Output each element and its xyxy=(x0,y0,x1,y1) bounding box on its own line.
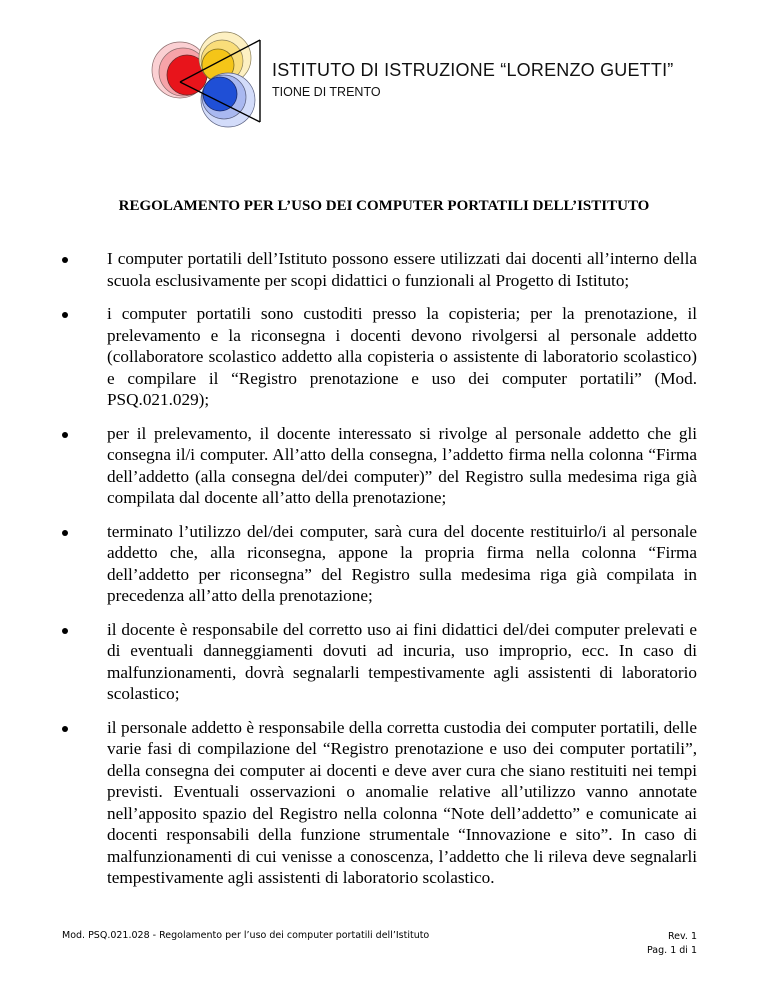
rule-text: i computer portatili sono custoditi presso la copisteria; per la prenotazione, il prelevamento e la riconsegna i docenti devono rivolgersi al personale addetto (collaboratore scolastico addetto alla copisteria o assistente di laboratorio scolastico) e compilare il “Registro prenotazione e uso dei computer portatili” (Mod. PSQ.021.029); xyxy=(107,304,697,409)
bullet-icon xyxy=(62,530,68,536)
footer-doc-ref: Mod. PSQ.021.028 - Regolamento per l’uso dei computer portatili dell’Istituto xyxy=(62,930,430,941)
rule-text: terminato l’utilizzo del/dei computer, sarà cura del docente restituirlo/i al personale addetto che, alla riconsegna, appone la propria firma nella colonna “Firma dell’addetto per riconsegna” del Registro sulla medesima riga già compilata in precedenza all’atto della prenotazione; xyxy=(107,521,697,605)
bullet-icon xyxy=(62,726,68,732)
school-city: TIONE DI TRENTO xyxy=(272,85,381,99)
rule-item xyxy=(0,521,768,607)
bullet-icon xyxy=(62,312,68,318)
rule-text: il docente è responsabile del corretto uso ai fini didattici del/dei computer prelevati e di eventuali danneggiamenti dovuti ad incuria, uso improprio, ecc. In caso di malfunzionamenti, dovrà segnalarli tempestivamente agli assistenti di laboratorio scolastico; xyxy=(107,619,697,703)
rule-item xyxy=(0,619,768,705)
footer-page-number: Pag. 1 di 1 xyxy=(647,945,697,956)
rule-item xyxy=(0,303,768,411)
footer-page-info xyxy=(647,930,697,958)
rule-item xyxy=(0,248,768,291)
rule-text: I computer portatili dell’Istituto possono essere utilizzati dai docenti all’interno della scuola esclusivamente per scopi didattici o funzionali al Progetto di Istituto; xyxy=(107,249,697,290)
bullet-icon xyxy=(62,257,68,263)
rules-list xyxy=(0,248,768,901)
document-title: REGOLAMENTO PER L’USO DEI COMPUTER PORTATILI DELL’ISTITUTO xyxy=(118,198,650,214)
footer-revision: Rev. 1 xyxy=(668,931,697,942)
school-name: ISTITUTO DI ISTRUZIONE “LORENZO GUETTI” xyxy=(272,60,674,80)
bullet-icon xyxy=(62,628,68,634)
rule-item xyxy=(0,717,768,889)
bullet-icon xyxy=(62,432,68,438)
school-logo-circles-icon xyxy=(150,30,270,130)
rule-text: per il prelevamento, il docente interessato si rivolge al personale addetto che gli consegna il/i computer. All’atto della consegna, l’addetto firma nella colonna “Firma dell’addetto (alla consegna del/dei computer)” del Registro sulla medesima riga già compilata dal docente all’atto della prenotazione; xyxy=(107,423,697,507)
rule-text: il personale addetto è responsabile della corretta custodia dei computer portatili, delle varie fasi di compilazione del “Registro prenotazione e uso dei computer portatili”, della consegna dei computer ai docenti e deve aver cura che siano restituiti nei tempi previsti. Eventuali osservazioni o anomalie relative all’utilizzo vanno annotate nell’apposito spazio del Registro nella colonna “Note dell’addetto” e comunicate ai docenti responsabili della funzione strumentale “Innovazione e sito”. In caso di malfunzionamenti di cui venisse a conoscenza, l’addetto che li rileva deve segnalarli tempestivamente agli assistenti di laboratorio scolastico. xyxy=(107,717,697,887)
rule-item xyxy=(0,423,768,509)
